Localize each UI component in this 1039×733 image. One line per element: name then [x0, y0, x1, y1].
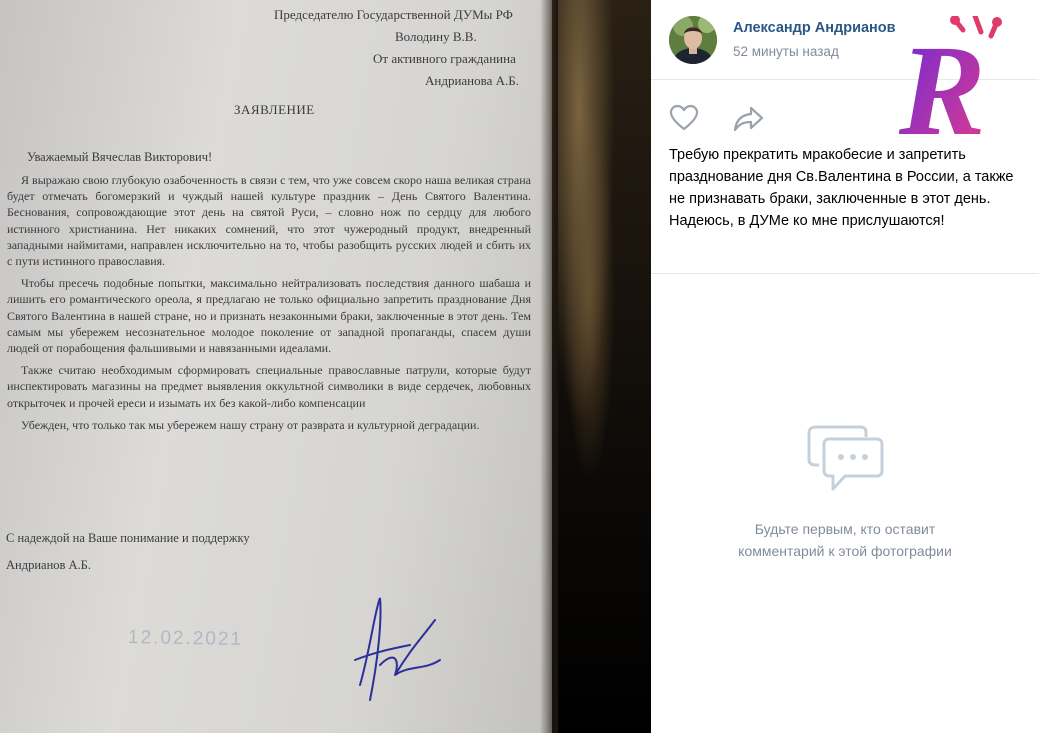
paper-edge-shadow	[540, 0, 558, 733]
avatar-photo-icon	[669, 16, 717, 64]
photo-side-panel	[651, 0, 1039, 733]
document-addressee	[270, 4, 540, 92]
post-timestamp[interactable]: 52 минуты назад	[733, 44, 839, 59]
addressee-line: Андрианова А.Б.	[425, 73, 519, 88]
logo-letter: R	[899, 19, 986, 146]
comments-icon	[805, 419, 885, 493]
handwritten-signature	[340, 590, 450, 710]
avatar[interactable]	[669, 16, 717, 64]
document-salutation: Уважаемый Вячеслав Викторович!	[27, 150, 213, 164]
post-author-link[interactable]: Александр Андрианов	[733, 20, 896, 36]
document-paragraph: Чтобы пресечь подобные попытки, максимально нейтрализовать последствия данного шабаша и лишить его романтического ореола, я предлагаю не только официально запретить празднование Дня Святого Валентина в нашей стране, но и признать незаконными браки, заключенные в этот день. Тем самым мы убережем несознательное молодое поколение от западной пропаганды, спасем души людей от порабощения фальшивыми и навязанными идеалами.	[7, 276, 531, 356]
handwritten-date: 12.02.2021	[127, 626, 244, 651]
empty-comments-line: комментарий к этой фотографии	[738, 543, 952, 559]
post-text: Требую прекратить мракобесие и запретить празднование дня Св.Валентина в России, а также не признавать браки, заключенные в этот день. Надеюсь, в ДУМе ко мне прислушаются!	[669, 147, 1014, 229]
empty-comments-line: Будьте первым, кто оставит	[754, 521, 936, 537]
document-paragraph: Также считаю необходимым сформировать специальные православные патрули, которые будут инспектировать магазины на предмет выявления оккультной символики в виде сердечек, любовных открыточек и прочей ереси и изымать их без какой-либо компенсации	[7, 363, 531, 410]
document-paragraph: Я выражаю свою глубокую озабоченность в связи с тем, что уже совсем скоро наша великая страна будет отмечать богомерзкий и чуждый нашей культуре праздник – День Святого Валентина. Беснования, сопровождающие этот день на святой Руси, – словно нож по сердцу для любого истинного христианина. Нет никаких сомнений, что этот чужеродный продукт, внедренный западными наймитами, направлен исключительно на то, чтобы разобщить русских людей и сбить их с пути истинного православия.	[7, 173, 531, 269]
channel-logo	[893, 16, 1033, 146]
document-paragraph: Убежден, что только так мы убережем нашу страну от разврата и культурной деградации.	[21, 417, 480, 432]
document-signer: Андрианов А.Б.	[6, 558, 91, 572]
document-closing: С надеждой на Ваше понимание и поддержку	[6, 531, 250, 545]
addressee-line: Володину В.В.	[395, 29, 477, 44]
addressee-line: Председателю Государственной ДУМы РФ	[274, 7, 513, 22]
addressee-line: От активного гражданина	[373, 51, 516, 66]
document-title: ЗАЯВЛЕНИЕ	[234, 102, 315, 117]
document-body	[7, 172, 531, 439]
divider	[651, 273, 1039, 274]
share-arrow-icon[interactable]	[733, 105, 765, 133]
background-fabric	[548, 0, 651, 733]
empty-comments-message	[695, 518, 995, 562]
post-header	[651, 0, 1039, 146]
heart-icon[interactable]	[669, 104, 699, 132]
